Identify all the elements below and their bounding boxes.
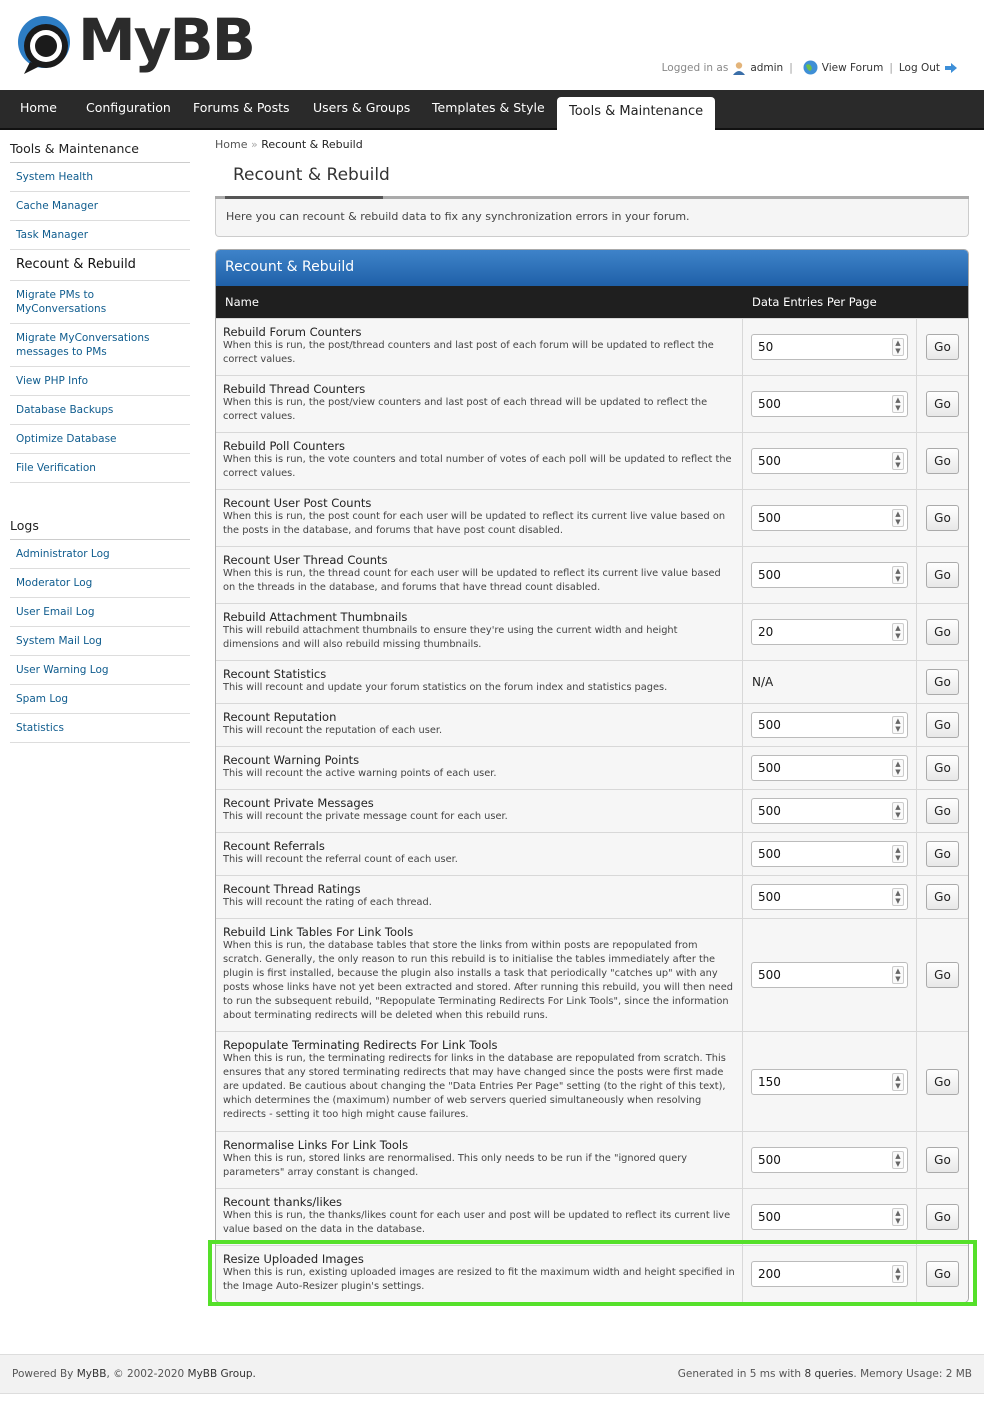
entries-value: 500 [758, 718, 781, 732]
row-name-cell [216, 704, 743, 746]
row-entries-cell [743, 1246, 917, 1302]
sidebar-item-administrator-log[interactable]: Administrator Log [10, 540, 190, 569]
sidebar-item-recount-rebuild[interactable]: Recount & Rebuild [10, 250, 190, 281]
row-description: When this is run, the post count for each user will be updated to reflect its current live value based on the posts in the database, and forums that have post count disabled. [223, 511, 726, 536]
logged-in-label: Logged in as [661, 61, 729, 74]
entries-value: 500 [758, 1210, 781, 1224]
row-title: Rebuild Thread Counters [223, 382, 366, 396]
entries-value: 500 [758, 847, 781, 861]
row-action-cell [917, 1132, 968, 1188]
footer-copyright [12, 1368, 256, 1380]
breadcrumb-home[interactable]: Home [215, 138, 248, 151]
row-title: Resize Uploaded Images [223, 1252, 364, 1266]
entries-per-page-input[interactable] [751, 448, 908, 474]
row-entries-cell [743, 547, 917, 603]
not-applicable-label: N/A [752, 675, 774, 689]
row-action-cell [917, 319, 968, 375]
username-link[interactable]: admin [750, 61, 784, 74]
table-body [216, 318, 968, 1302]
sidebar-item-user-warning-log[interactable]: User Warning Log [10, 656, 190, 685]
number-spinner-icon[interactable]: ▲ ▼ [892, 509, 904, 527]
row-title: Recount Reputation [223, 710, 337, 724]
number-spinner-icon[interactable]: ▲ ▼ [892, 1265, 904, 1283]
entries-per-page-input[interactable] [751, 884, 908, 910]
row-action-cell [917, 1189, 968, 1245]
sidebar-item-spam-log[interactable]: Spam Log [10, 685, 190, 714]
row-description: This will recount the reputation of each user. [223, 725, 443, 736]
sidebar-item-view-php-info[interactable]: View PHP Info [10, 367, 190, 396]
table-row [216, 660, 968, 703]
page-title [215, 165, 969, 199]
row-description: When this is run, the terminating redirects for links in the database are repopulated from scratch. This ensures that any stored terminating redirects that may have changed since the posts were first made are updated. Be cautious about changing the "Data Entries Per Page" setting (to the right of this text), which determines the (maximum) number of web servers queried simultaneously when resolving redirects - setting it too high might cause failures. [223, 1053, 726, 1120]
number-spinner-icon[interactable]: ▲ ▼ [892, 1151, 904, 1169]
query-count: 8 queries [804, 1368, 854, 1380]
row-name-cell [216, 547, 743, 603]
row-description: This will recount the rating of each thread. [223, 897, 432, 908]
log-out-link[interactable]: Log Out [898, 61, 940, 74]
row-description: When this is run, the database tables that store the links from within posts are repopulated from scratch. Generally, the only reason to run this rebuild is to initialise the tables immediately after the plugin is first installed, because the plugin also installs a task that periodically "catches up" with any posts whose links have not yet been extracted and stored. After running this rebuild, you will then need to run the subsequent rebuild, "Repopulate Terminating Redirects For Link Tools", since the information about terminating redirects will be deleted when this rebuild runs. [223, 940, 733, 1021]
user-bar [662, 60, 962, 75]
entries-per-page-input[interactable] [751, 798, 908, 824]
table-row [216, 918, 968, 1031]
row-action-cell [917, 747, 968, 789]
row-description: This will rebuild attachment thumbnails to ensure they're using the current width and height dimensions and will also rebuild missing thumbnails. [223, 625, 678, 650]
table-row [216, 375, 968, 432]
row-description: When this is run, the vote counters and total number of votes of each poll will be updated to reflect the correct values. [223, 454, 732, 479]
sidebar-item-cache-manager[interactable]: Cache Manager [10, 192, 190, 221]
row-entries-cell [743, 919, 917, 1031]
go-button[interactable]: Go [926, 884, 959, 910]
table-column-headers [216, 286, 968, 318]
entries-per-page-input[interactable] [751, 562, 908, 588]
speech-bubble-icon [16, 14, 76, 78]
row-title: Recount Warning Points [223, 753, 360, 767]
view-forum-link[interactable]: View Forum [821, 61, 884, 74]
entries-value: 50 [758, 340, 774, 354]
go-button[interactable]: Go [926, 1069, 959, 1095]
row-name-cell [216, 490, 743, 546]
row-title: Repopulate Terminating Redirects For Link Tools [223, 1038, 498, 1052]
header [0, 0, 984, 90]
number-spinner-icon[interactable]: ▲ ▼ [892, 845, 904, 863]
entries-value: 200 [758, 1267, 781, 1281]
entries-value: 500 [758, 890, 781, 904]
sidebar-item-user-email-log[interactable]: User Email Log [10, 598, 190, 627]
row-title: Rebuild Link Tables For Link Tools [223, 925, 414, 939]
main-content [215, 138, 969, 1303]
row-description: This will recount and update your forum statistics on the forum index and statistics pages. [223, 682, 668, 693]
row-entries-cell [743, 661, 917, 703]
sidebar-item-database-backups[interactable]: Database Backups [10, 396, 190, 425]
go-button[interactable]: Go [926, 798, 959, 824]
row-action-cell [917, 547, 968, 603]
row-name-cell [216, 1132, 743, 1188]
row-action-cell [917, 433, 968, 489]
number-spinner-icon[interactable]: ▲ ▼ [892, 338, 904, 356]
number-spinner-icon[interactable]: ▲ ▼ [892, 716, 904, 734]
column-header-entries: Data Entries Per Page [752, 295, 877, 309]
go-button[interactable]: Go [926, 712, 959, 738]
entries-per-page-input[interactable] [751, 1204, 908, 1230]
table-row [216, 789, 968, 832]
row-name-cell [216, 833, 743, 875]
entries-value: 20 [758, 625, 774, 639]
row-title: Recount User Thread Counts [223, 553, 388, 567]
row-name-cell [216, 376, 743, 432]
row-description: When this is run, the thread count for each user will be updated to reflect its current live value based on the threads in the database, and forums that have thread count disabled. [223, 568, 721, 593]
row-title: Recount Private Messages [223, 796, 374, 810]
main-nav [0, 90, 984, 130]
entries-per-page-input[interactable] [751, 505, 908, 531]
row-description: When this is run, existing uploaded images are resized to fit the maximum width and height specified in the Image Auto-Resizer plugin's settings. [223, 1267, 735, 1292]
go-button[interactable]: Go [926, 619, 959, 645]
table-row [216, 1131, 968, 1188]
row-action-cell [917, 1246, 968, 1302]
go-button[interactable]: Go [926, 1261, 959, 1287]
globe-icon [803, 60, 818, 75]
row-entries-cell [743, 704, 917, 746]
footer-stats [678, 1368, 972, 1380]
sidebar-item-system-mail-log[interactable]: System Mail Log [10, 627, 190, 656]
row-action-cell [917, 604, 968, 660]
entries-value: 500 [758, 761, 781, 775]
entries-per-page-input[interactable] [751, 841, 908, 867]
row-action-cell [917, 490, 968, 546]
tab-forums-posts[interactable]: Forums & Posts [193, 100, 290, 115]
entries-value: 500 [758, 968, 781, 982]
entries-value: 150 [758, 1074, 781, 1089]
sidebar-item-statistics[interactable]: Statistics [10, 714, 190, 743]
recount-rebuild-table [215, 249, 969, 1303]
sidebar-item-task-manager[interactable]: Task Manager [10, 221, 190, 250]
number-spinner-icon[interactable]: ▲ ▼ [892, 1073, 904, 1091]
row-name-cell [216, 747, 743, 789]
row-title: Renormalise Links For Link Tools [223, 1138, 409, 1152]
table-row [216, 1188, 968, 1245]
tab-templates-style[interactable]: Templates & Style [432, 100, 545, 115]
row-description: When this is run, the post/view counters and last post of each thread will be updated to reflect the correct values. [223, 397, 708, 422]
number-spinner-icon[interactable]: ▲ ▼ [892, 452, 904, 470]
arrow-right-icon [944, 62, 958, 74]
go-button[interactable]: Go [926, 755, 959, 781]
page-description: Here you can recount & rebuild data to fix any synchronization errors in your forum. [215, 199, 969, 237]
separator: | [889, 61, 893, 74]
row-name-cell [216, 604, 743, 660]
sidebar-item-optimize-database[interactable]: Optimize Database [10, 425, 190, 454]
breadcrumb [215, 138, 969, 151]
go-button[interactable]: Go [926, 962, 959, 988]
row-title: Recount Referrals [223, 839, 325, 853]
footer [0, 1354, 984, 1394]
row-entries-cell [743, 604, 917, 660]
go-button[interactable]: Go [926, 448, 959, 474]
table-row [216, 875, 968, 918]
row-name-cell [216, 319, 743, 375]
sidebar-item-migrate-myconversations[interactable]: Migrate MyConversations messages to PMs [10, 324, 190, 367]
page-title-text: Recount & Rebuild [233, 165, 390, 185]
sidebar-item-migrate-pms[interactable]: Migrate PMs to MyConversations [10, 281, 190, 324]
table-row [216, 489, 968, 546]
tab-configuration[interactable]: Configuration [86, 100, 171, 115]
column-header-name: Name [225, 295, 259, 309]
go-button[interactable]: Go [926, 505, 959, 531]
entries-per-page-input[interactable] [751, 619, 908, 645]
entries-per-page-input[interactable] [751, 1147, 908, 1173]
separator: | [789, 61, 793, 74]
mybb-group-link[interactable]: MyBB Group. [187, 1368, 256, 1380]
row-action-cell [917, 661, 968, 703]
row-description: This will recount the private message count for each user. [223, 811, 508, 822]
row-name-cell [216, 1246, 743, 1302]
row-name-cell [216, 1032, 743, 1131]
sidebar-section-title: Logs [10, 515, 190, 540]
row-name-cell [216, 661, 743, 703]
row-title: Recount thanks/likes [223, 1195, 343, 1209]
table-row [216, 746, 968, 789]
entries-per-page-input[interactable] [751, 391, 908, 417]
sidebar-item-moderator-log[interactable]: Moderator Log [10, 569, 190, 598]
go-button[interactable]: Go [926, 669, 959, 695]
entries-value: 500 [758, 804, 781, 818]
row-action-cell [917, 876, 968, 918]
row-entries-cell [743, 833, 917, 875]
tab-home[interactable]: Home [20, 100, 57, 115]
row-entries-cell [743, 319, 917, 375]
entries-value: 500 [758, 511, 781, 525]
powered-by-label: Powered By [12, 1368, 74, 1380]
entries-value: 500 [758, 1153, 781, 1167]
row-description: This will recount the active warning points of each user. [223, 768, 497, 779]
row-action-cell [917, 376, 968, 432]
table-row [216, 832, 968, 875]
row-entries-cell [743, 433, 917, 489]
go-button[interactable]: Go [926, 391, 959, 417]
go-button[interactable]: Go [926, 1204, 959, 1230]
row-entries-cell [743, 1189, 917, 1245]
row-entries-cell [743, 747, 917, 789]
entries-value: 500 [758, 397, 781, 411]
row-name-cell [216, 919, 743, 1031]
number-spinner-icon[interactable]: ▲ ▼ [892, 966, 904, 984]
row-action-cell [917, 704, 968, 746]
entries-per-page-input[interactable] [751, 755, 908, 781]
row-entries-cell [743, 876, 917, 918]
breadcrumb-separator: » [250, 138, 258, 151]
row-title: Recount Thread Ratings [223, 882, 361, 896]
sidebar-item-file-verification[interactable]: File Verification [10, 454, 190, 483]
go-button[interactable]: Go [926, 562, 959, 588]
row-action-cell [917, 1032, 968, 1131]
row-description: When this is run, the post/thread counters and last post of each forum will be updated to reflect the correct values. [223, 340, 714, 365]
table-row [216, 432, 968, 489]
number-spinner-icon[interactable]: ▲ ▼ [892, 888, 904, 906]
go-button[interactable]: Go [926, 334, 959, 360]
tab-users-groups[interactable]: Users & Groups [313, 100, 411, 115]
row-entries-cell [743, 790, 917, 832]
table-row [216, 603, 968, 660]
mybb-link[interactable]: MyBB [76, 1368, 107, 1380]
number-spinner-icon[interactable]: ▲ ▼ [892, 566, 904, 584]
sidebar-item-system-health[interactable]: System Health [10, 163, 190, 192]
table-title: Recount & Rebuild [216, 250, 968, 286]
table-row [216, 1245, 968, 1302]
row-description: This will recount the referral count of each user. [223, 854, 458, 865]
row-name-cell [216, 876, 743, 918]
row-title: Recount User Post Counts [223, 496, 372, 510]
generated-label: Generated in 5 ms with [677, 1368, 802, 1380]
entries-per-page-input[interactable] [751, 334, 908, 360]
table-row [216, 1031, 968, 1131]
number-spinner-icon[interactable]: ▲ ▼ [892, 802, 904, 820]
table-row [216, 318, 968, 375]
number-spinner-icon[interactable]: ▲ ▼ [892, 395, 904, 413]
number-spinner-icon[interactable]: ▲ ▼ [892, 759, 904, 777]
number-spinner-icon[interactable]: ▲ ▼ [892, 623, 904, 641]
row-name-cell [216, 1189, 743, 1245]
entries-per-page-input[interactable] [751, 962, 908, 988]
row-description: When this is run, stored links are renormalised. This only needs to be run if the "ignored query parameters" array constant is changed. [223, 1153, 688, 1178]
go-button[interactable]: Go [926, 841, 959, 867]
breadcrumb-current: Recount & Rebuild [261, 138, 363, 151]
row-entries-cell [743, 490, 917, 546]
memory-usage: . Memory Usage: 2 MB [853, 1368, 972, 1380]
go-button[interactable]: Go [926, 1147, 959, 1173]
number-spinner-icon[interactable]: ▲ ▼ [892, 1208, 904, 1226]
row-title: Rebuild Poll Counters [223, 439, 346, 453]
row-name-cell [216, 790, 743, 832]
table-row [216, 703, 968, 746]
copyright-years: , © 2002-2020 [106, 1368, 185, 1380]
row-entries-cell [743, 1132, 917, 1188]
sidebar [10, 138, 190, 743]
row-action-cell [917, 919, 968, 1031]
entries-per-page-input[interactable] [751, 712, 908, 738]
entries-value: 500 [758, 568, 781, 582]
row-action-cell [917, 790, 968, 832]
row-entries-cell [743, 1032, 917, 1131]
row-action-cell [917, 833, 968, 875]
sidebar-section-title: Tools & Maintenance [10, 138, 190, 163]
row-title: Recount Statistics [223, 667, 327, 681]
row-description: When this is run, the thanks/likes count for each user and post will be updated to reflect its current live value based on the data in the database. [223, 1210, 731, 1235]
row-title: Rebuild Forum Counters [223, 325, 362, 339]
row-title: Rebuild Attachment Thumbnails [223, 610, 408, 624]
entries-value: 500 [758, 454, 781, 468]
entries-per-page-input[interactable] [751, 1261, 908, 1287]
row-entries-cell [743, 376, 917, 432]
mybb-logo[interactable] [14, 6, 254, 82]
entries-per-page-input[interactable] [751, 1069, 908, 1095]
tab-tools-maintenance[interactable]: Tools & Maintenance [557, 97, 715, 130]
user-icon [732, 61, 746, 75]
logo-wordmark: MyBB [78, 6, 254, 74]
table-row [216, 546, 968, 603]
row-name-cell [216, 433, 743, 489]
